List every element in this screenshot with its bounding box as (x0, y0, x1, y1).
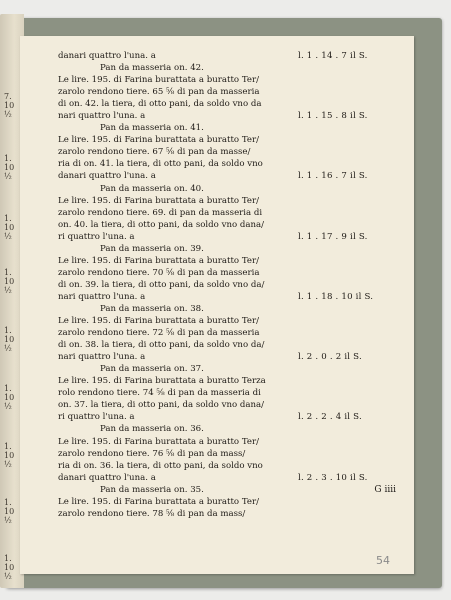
line-text: Le lire. 195. di Farina burattata a buratto Ter/ (58, 436, 259, 447)
price-value: l. 2 . 0 . 2 il S. (298, 352, 362, 363)
printed-page (20, 36, 414, 574)
text-line (58, 327, 400, 339)
price-value: l. 1 . 18 . 10 il S. (298, 291, 374, 302)
line-text: di on. 42. la tiera, di otto pani, da soldo vno da (58, 99, 262, 110)
section-heading: Pan da masseria on. 41. (100, 123, 204, 134)
facing-page-number: 1. 10 ½ (4, 326, 15, 353)
text-line (58, 74, 400, 86)
text-line (58, 110, 400, 122)
line-text: on. 37. la tiera, di otto pani, da soldo vno dana/ (58, 400, 265, 411)
section-heading: Pan da masseria on. 37. (100, 364, 204, 375)
facing-page-number: 1. 10 ½ (4, 268, 15, 295)
text-line (58, 436, 400, 448)
text-line (58, 351, 400, 363)
section-heading: Pan da masseria on. 40. (100, 183, 204, 194)
facing-page-number: 7. 10 ½ (4, 92, 15, 119)
facing-page-number: 1. 10 ½ (4, 554, 15, 581)
text-line (58, 460, 400, 472)
facing-page-number: 1. 10 ½ (4, 384, 15, 411)
line-text: Le lire. 195. di Farina burattata a buratto Ter/ (58, 75, 259, 86)
line-text: Le lire. 195. di Farina burattata a buratto Terza (58, 376, 266, 387)
line-text: zarolo rendono tiere. 69. di pan da masseria di (58, 207, 263, 218)
text-line (58, 387, 400, 399)
text-line (58, 411, 400, 423)
text-line (58, 231, 400, 243)
line-text: di on. 39. la tiera, di otto pani, da soldo vno da/ (58, 279, 265, 290)
text-line (58, 146, 400, 158)
price-value: l. 1 . 14 . 7 il S. (298, 51, 368, 61)
text-line (58, 375, 400, 387)
line-text: Le lire. 195. di Farina burattata a buratto Ter/ (58, 255, 259, 266)
facing-page-number: 1. 10 ½ (4, 498, 15, 525)
text-line (58, 86, 400, 98)
text-line (58, 219, 400, 231)
section-heading: Pan da masseria on. 42. (100, 63, 204, 74)
text-line (58, 170, 400, 182)
price-value: l. 1 . 17 . 9 il S. (298, 231, 368, 242)
text-line (58, 448, 400, 460)
section-heading: Pan da masseria on. 38. (100, 303, 204, 314)
text-line (58, 207, 400, 219)
page-text (58, 50, 400, 520)
line-text: rolo rendono tiere. 74 ⅝ di pan da masseria di (58, 388, 261, 399)
line-text: Le lire. 195. di Farina burattata a buratto Ter/ (58, 496, 259, 507)
line-text: Le lire. 195. di Farina burattata a buratto Ter/ (58, 135, 259, 146)
text-line (58, 98, 400, 110)
line-text: zarolo rendono tiere. 67 ⅝ di pan da masse/ (58, 147, 251, 158)
text-line (58, 279, 400, 291)
line-text: ria di on. 36. la tiera, di otto pani, da soldo vno (58, 460, 263, 471)
page-signature: G iiii (374, 485, 396, 495)
text-line (58, 472, 400, 484)
line-text: zarolo rendono tiere. 76 ⅝ di pan da mass/ (58, 448, 246, 459)
line-text: danari quattro l'una. a (58, 171, 156, 182)
text-line (58, 291, 400, 303)
text-line (58, 399, 400, 411)
text-line (58, 339, 400, 351)
line-text: zarolo rendono tiere. 78 ⅝ di pan da mass/ (58, 508, 246, 519)
line-text: Le lire. 195. di Farina burattata a buratto Ter/ (58, 195, 259, 206)
text-line (58, 195, 400, 207)
line-text: nari quattro l'una. a (58, 352, 146, 363)
facing-page-number: 1. 10 ½ (4, 214, 15, 241)
text-line (58, 508, 400, 520)
line-text: nari quattro l'una. a (58, 291, 146, 302)
line-text: zarolo rendono tiere. 65 ⅝ di pan da masseria (58, 87, 260, 98)
price-value: l. 1 . 15 . 8 il S. (298, 111, 368, 122)
line-text: zarolo rendono tiere. 70 ⅝ di pan da masseria (58, 267, 260, 278)
line-text: ria di on. 41. la tiera, di otto pani, da soldo vno (58, 159, 263, 170)
line-text: di on. 38. la tiera, di otto pani, da soldo vno da/ (58, 340, 265, 351)
line-text: ri quattro l'una. a (58, 412, 135, 423)
line-text: zarolo rendono tiere. 72 ⅝ di pan da masseria (58, 328, 260, 339)
facing-page-number: 1. 10 ½ (4, 154, 15, 181)
line-text: ri quattro l'una. a (58, 231, 135, 242)
line-text: nari quattro l'una. a (58, 111, 146, 122)
section-heading: Pan da masseria on. 39. (100, 243, 204, 254)
price-value: l. 2 . 3 . 10 il S. (298, 472, 368, 483)
line-text: on. 40. la tiera, di otto pani, da soldo vno dana/ (58, 219, 265, 230)
price-value: l. 2 . 2 . 4 il S. (298, 412, 362, 423)
pencil-page-number: 54 (376, 554, 390, 567)
text-line (58, 267, 400, 279)
text-line (58, 158, 400, 170)
text-line (58, 315, 400, 327)
line-text: Le lire. 195. di Farina burattata a buratto Ter/ (58, 316, 259, 327)
section-heading: Pan da masseria on. 35. (100, 484, 204, 495)
section-heading: Pan da masseria on. 36. (100, 424, 204, 435)
facing-page-number: 1. 10 ½ (4, 442, 15, 469)
price-value: l. 1 . 16 . 7 il S. (298, 171, 368, 182)
text-line (58, 255, 400, 267)
line-text: danari quattro l'una. a (58, 51, 156, 61)
text-line (58, 134, 400, 146)
line-text: danari quattro l'una. a (58, 472, 156, 483)
text-line (58, 50, 400, 62)
text-line (58, 496, 400, 508)
